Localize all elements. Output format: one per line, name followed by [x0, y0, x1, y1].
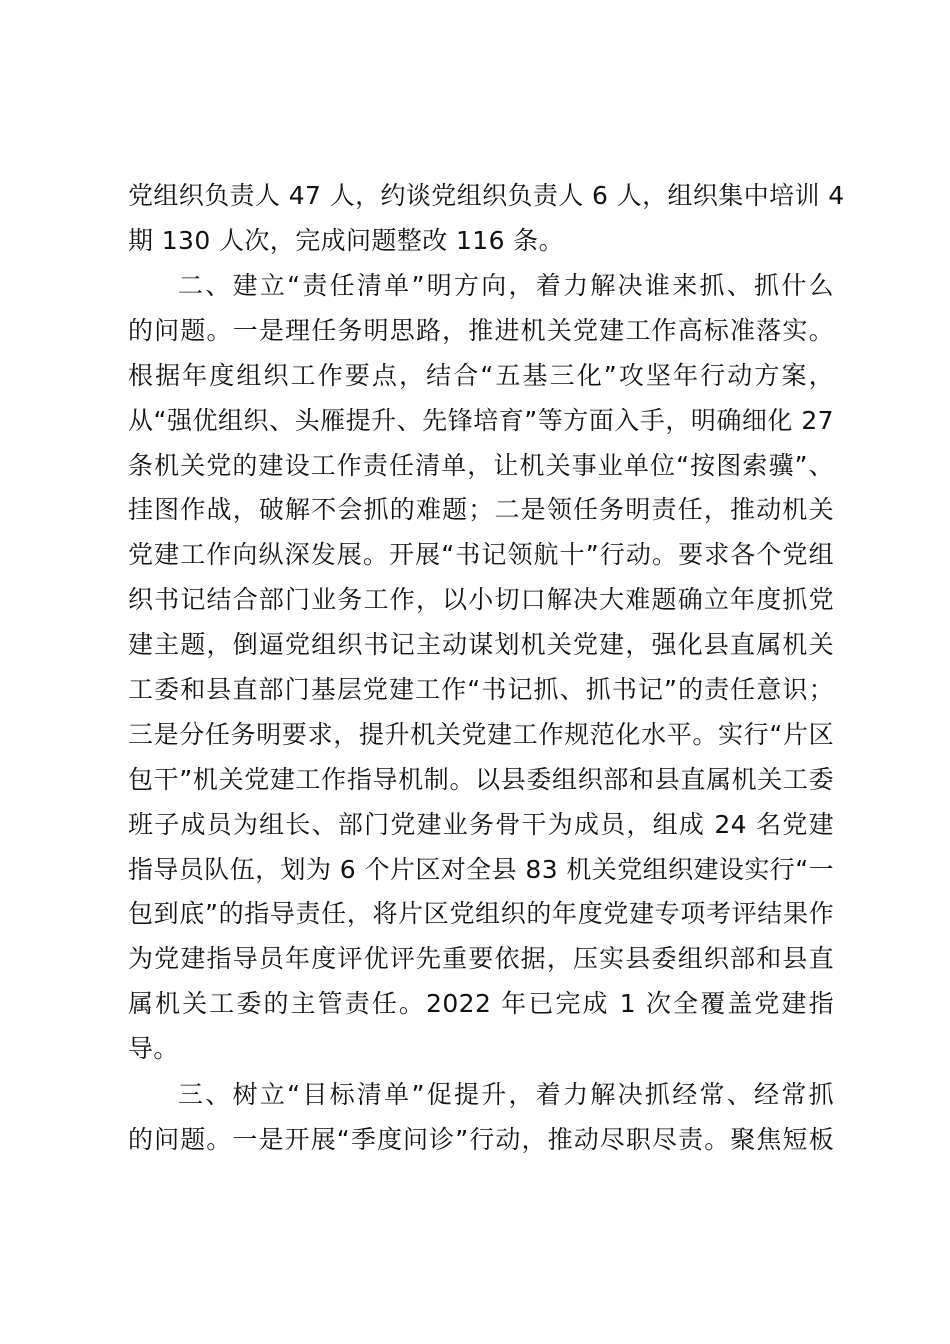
text-line: 为党建指导员年度评优评先重要依据，压实县委组织部和县直 [128, 944, 834, 974]
text-line: 包到底”的指导责任，将片区党组织的年度党建专项考评结果作 [128, 899, 834, 929]
text-line: 期 130 人次，完成问题整改 116 条。 [128, 225, 565, 255]
text-line: 包干”机关党建工作指导机制。以县委组织部和县直属机关工委 [128, 764, 834, 794]
section-heading-line: 三、树立“目标清单”促提升，着力解决抓经常、经常抓 [178, 1080, 834, 1109]
text-line: 条机关党的建设工作责任清单，让机关事业单位“按图索骥”、 [128, 450, 834, 480]
text-line: 党组织负责人 47 人，约谈党组织负责人 6 人，组织集中培训 4 [128, 181, 845, 210]
text-line: 工委和县直部门基层党建工作“书记抓、抓书记”的责任意识； [128, 675, 834, 705]
text-line: 三是分任务明要求，提升机关党建工作规范化水平。实行“片区 [128, 719, 834, 749]
section-heading-line: 二、建立“责任清单”明方向，着力解决谁来抓、抓什么 [178, 271, 834, 300]
text-line: 的问题。一是理任务明思路，推进机关党建工作高标准落实。 [128, 315, 834, 345]
text-line: 从“强优组织、头雁提升、先锋培育”等方面入手，明确细化 27 [128, 405, 834, 435]
paragraph-goal-list [128, 1073, 834, 1163]
text-line: 建主题，倒逼党组织书记主动谋划机关党建，强化县直属机关 [128, 630, 834, 660]
text-line: 指导员队伍，划为 6 个片区对全县 83 机关党组织建设实行“一 [128, 854, 834, 884]
paragraph-continuation [128, 174, 845, 264]
text-line: 党建工作向纵深发展。开展“书记领航十”行动。要求各个党组 [128, 540, 834, 570]
text-line: 属机关工委的主管责任。2022 年已完成 1 次全覆盖党建指 [128, 989, 834, 1019]
paragraph-responsibility-list [128, 264, 834, 1072]
text-line: 的问题。一是开展“季度问诊”行动，推动尽职尽责。聚焦短板 [128, 1124, 834, 1154]
text-line: 挂图作战，破解不会抓的难题；二是领任务明责任，推动机关 [128, 495, 834, 525]
text-line: 班子成员为组长、部门党建业务骨干为成员，组成 24 名党建 [128, 809, 834, 839]
text-line: 根据年度组织工作要点，结合“五基三化”攻坚年行动方案， [128, 360, 834, 390]
text-line: 导。 [128, 1034, 179, 1064]
text-line: 织书记结合部门业务工作，以小切口解决大难题确立年度抓党 [128, 585, 834, 615]
